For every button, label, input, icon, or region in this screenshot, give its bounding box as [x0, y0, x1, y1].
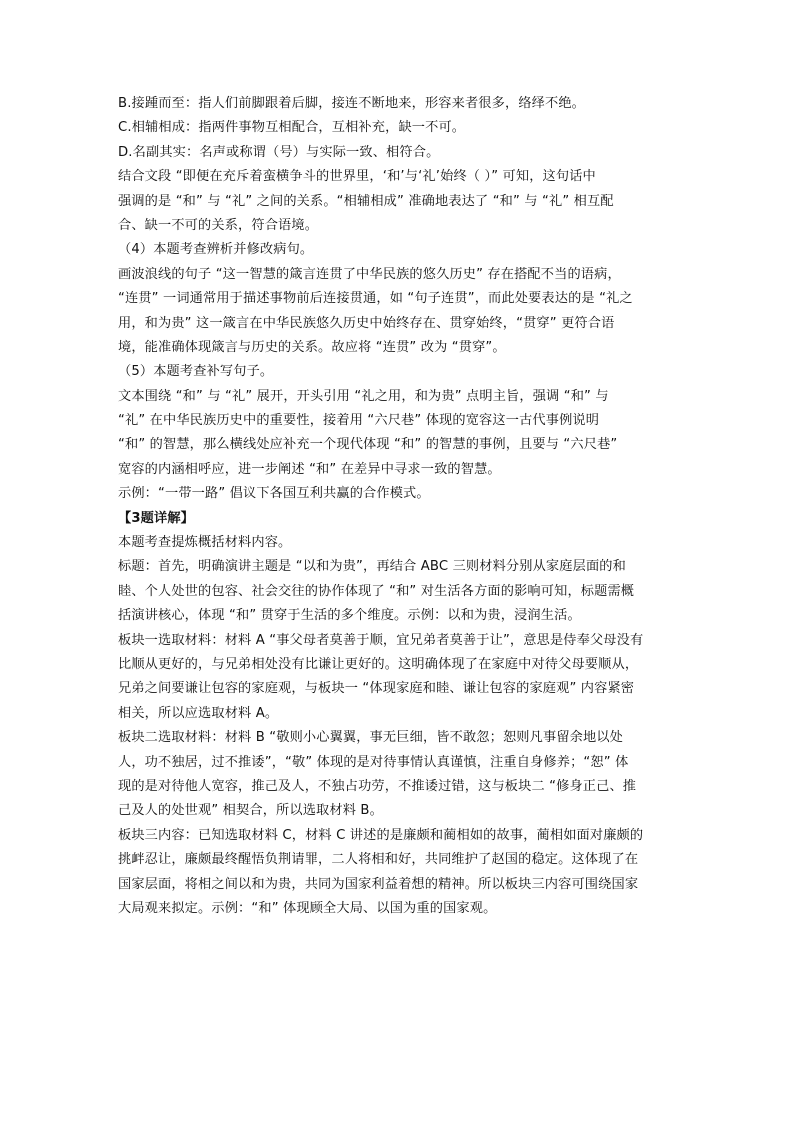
- paragraph-line: 括演讲核心，体现 “和” 贯穿于生活的多个维度。示例：以和为贵，浸润生活。: [118, 608, 581, 624]
- option-d-line: D.名副其实：名声或称谓（号）与实际一致、相符合。: [118, 144, 440, 160]
- paragraph-line: 合、缺一不可的关系，符合语境。: [118, 217, 319, 233]
- paragraph-line: 挑衅忍让，廉颇最终醒悟负荆请罪，二人将相和好，共同维护了赵国的稳定。这体现了在: [118, 852, 639, 868]
- paragraph-line: “和” 的智慧，那么横线处应补充一个现代体现 “和” 的智慧的事例，且要与 “六尺巷”: [118, 437, 618, 453]
- paragraph-line: 本题考查提炼概括材料内容。: [118, 535, 292, 551]
- paragraph-line: 结合文段 “即便在充斥着蛮横争斗的世界里，‘和’与‘礼’始终（ ）” 可知，这句话中: [118, 169, 596, 185]
- paragraph-line: “礼” 在中华民族历史中的重要性，接着用 “六尺巷” 体现的宽容这一古代事例说明: [118, 413, 600, 429]
- subquestion-heading: （5）本题考查补写句子。: [118, 364, 274, 380]
- paragraph-line: 人，功不独居，过不推诿”，“敬” 体现的是对待事情认真谨慎，注重自身修养；“恕” 体: [118, 754, 629, 770]
- option-c-line: C.相辅相成：指两件事物互相配合，互相补充，缺一不可。: [118, 120, 466, 136]
- example-line: 示例：“一带一路” 倡议下各国互利共赢的合作模式。: [118, 486, 430, 502]
- paragraph-line: 宽容的内涵相呼应，进一步阐述 “和” 在差异中寻求一致的智慧。: [118, 461, 501, 477]
- paragraph-line: 境，能准确体现箴言与历史的关系。故应将 “连贯” 改为 “贯穿”。: [118, 339, 506, 355]
- paragraph-line: 国家层面，将相之间以和为贵，共同为国家利益着想的精神。所以板块三内容可围绕国家: [118, 876, 639, 892]
- section-heading: 【3题详解】: [118, 510, 195, 526]
- paragraph-line: 用，和为贵” 这一箴言在中华民族悠久历史中始终存在、贯穿始终，“贯穿” 更符合语: [118, 315, 615, 331]
- paragraph-line: 板块三内容：已知选取材料 C，材料 C 讲述的是廉颇和蔺相如的故事，蔺相如面对廉颇的: [118, 827, 644, 843]
- paragraph-line: 己及人的处世观” 相契合，所以选取材料 B。: [118, 803, 383, 819]
- paragraph-line: 板块一选取材料：材料 A “事父母者莫善于顺，宜兄弟者莫善于让”，意思是侍奉父母没有: [118, 632, 644, 648]
- paragraph-line: 相关，所以应选取材料 A。: [118, 705, 279, 721]
- paragraph-line: “连贯” 一词通常用于描述事物前后连接贯通，如 “句子连贯”，而此处要表达的是 “礼之: [118, 291, 633, 307]
- paragraph-line: 兄弟之间要谦让包容的家庭观，与板块一 “体现家庭和睦、谦让包容的家庭观” 内容紧密: [118, 681, 635, 697]
- paragraph-line: 现的是对待他人宽容，推己及人，不独占功劳，不推诿过错，这与板块二 “修身正己、推: [118, 778, 637, 794]
- paragraph-line: 标题：首先，明确演讲主题是 “以和为贵”，再结合 ABC 三则材料分别从家庭层面的和: [118, 559, 626, 575]
- paragraph-line: 画波浪线的句子 “这一智慧的箴言连贯了中华民族的悠久历史” 存在搭配不当的语病，: [118, 266, 621, 282]
- paragraph-line: 文本围绕 “和” 与 “礼” 展开，开头引用 “礼之用，和为贵” 点明主旨，强调 “和” 与: [118, 388, 609, 404]
- paragraph-line: 板块二选取材料：材料 B “敬则小心翼翼，事无巨细，皆不敢忽；恕则凡事留余地以处: [118, 730, 624, 746]
- document-body: [118, 92, 678, 921]
- paragraph-line: 大局观来拟定。示例：“和” 体现顾全大局、以国为重的国家观。: [118, 900, 497, 916]
- subquestion-heading: （4）本题考查辨析并修改病句。: [118, 242, 314, 258]
- option-b-line: B.接踵而至：指人们前脚跟着后脚，接连不断地来，形容来者很多，络绎不绝。: [118, 96, 586, 111]
- paragraph-line: 强调的是 “和” 与 “礼” 之间的关系。“相辅相成” 准确地表达了 “和” 与 “礼” 相互配: [118, 193, 614, 209]
- paragraph-line: 睦、个人处世的包容、社会交往的协作体现了 “和” 对生活各方面的影响可知，标题需概: [118, 583, 635, 599]
- paragraph-line: 比顺从更好的，与兄弟相处没有比谦让更好的。这明确体现了在家庭中对待父母要顺从，: [118, 656, 639, 672]
